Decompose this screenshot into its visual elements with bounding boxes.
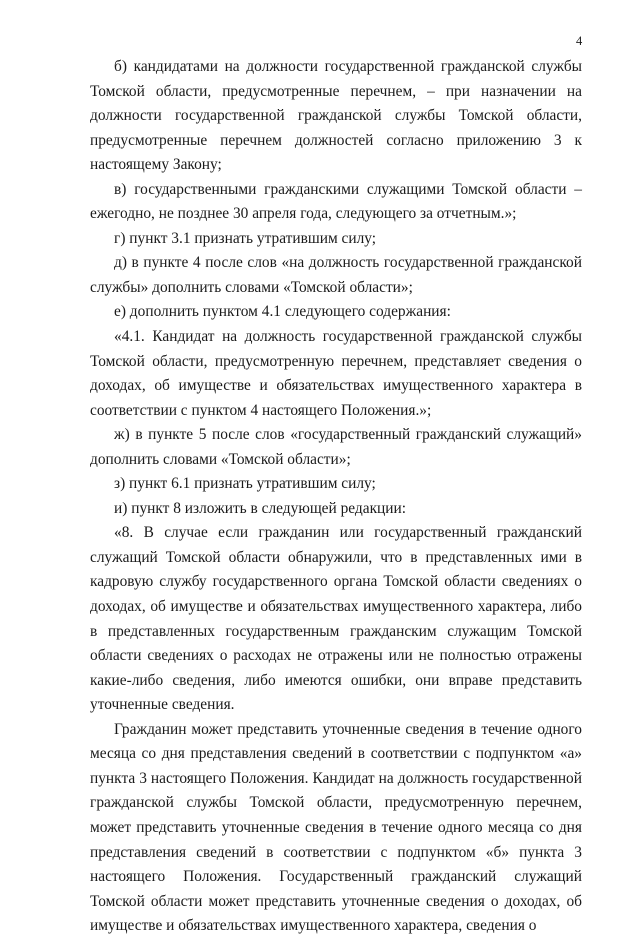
paragraph-v: в) государственными гражданскими служащими Томской области – ежегодно, не позднее 30 апреля года, следующего за отчетным.»; [90, 180, 582, 223]
paragraph-d: д) в пункте 4 после слов «на должность государственной гражданской службы» дополнить словами «Томской области»; [90, 254, 582, 296]
paragraph-g: г) пункт 3.1 признать утратившим силу; [114, 229, 377, 247]
paragraph-8: «8. В случае если гражданин или государственный гражданский служащий Томской области обнаружили, что в представленных ими в кадровую службу государственного органа Томской области сведениях о доходах, об имуществе и обязательствах имущественного характера, либо в представленных государственным гражданским служащим Томской области сведениях о расходах не отражены или не полностью отражены какие-либо сведения, либо имеются ошибки, они вправе представить уточненные сведения. [90, 524, 582, 714]
paragraph-i: и) пункт 8 изложить в следующей редакции: [114, 499, 407, 517]
paragraph-b: б) кандидатами на должности государственной гражданской службы Томской области, предусмотренные перечнем, – при назначении на должности государственной гражданской службы Томской области, предусмотренные перечнем должностей согласно приложению 3 к настоящему Закону; [90, 58, 582, 174]
paragraph-z: з) пункт 6.1 признать утратившим силу; [114, 475, 376, 493]
paragraph-e: е) дополнить пунктом 4.1 следующего содержания: [114, 303, 451, 321]
document-body [90, 55, 582, 939]
paragraph-zh: ж) в пункте 5 после слов «государственный гражданский служащий» дополнить словами «Томской области»; [90, 426, 582, 468]
paragraph-4-1: «4.1. Кандидат на должность государственной гражданской службы Томской области, предусмотренную перечнем, представляет сведения о доходах, об имуществе и обязательствах имущественного характера в соответствии с пунктом 4 настоящего Положения.»; [90, 328, 582, 419]
page-number: 4 [576, 34, 583, 48]
paragraph-citizen: Гражданин может представить уточненные сведения в течение одного месяца со дня представления сведений в соответствии с подпунктом «а» пункта 3 настоящего Положения. Кандидат на должность государственной гражданской службы Томской области, предусмотренную перечнем, может представить уточненные сведения в течение одного месяца со дня представления сведений в соответствии с подпунктом «б» пункта 3 настоящего Положения. Государственный гражданский служащий Томской области может представить уточненные сведения о доходах, об имуществе и обязательствах имущественного характера, сведения о [90, 720, 582, 935]
